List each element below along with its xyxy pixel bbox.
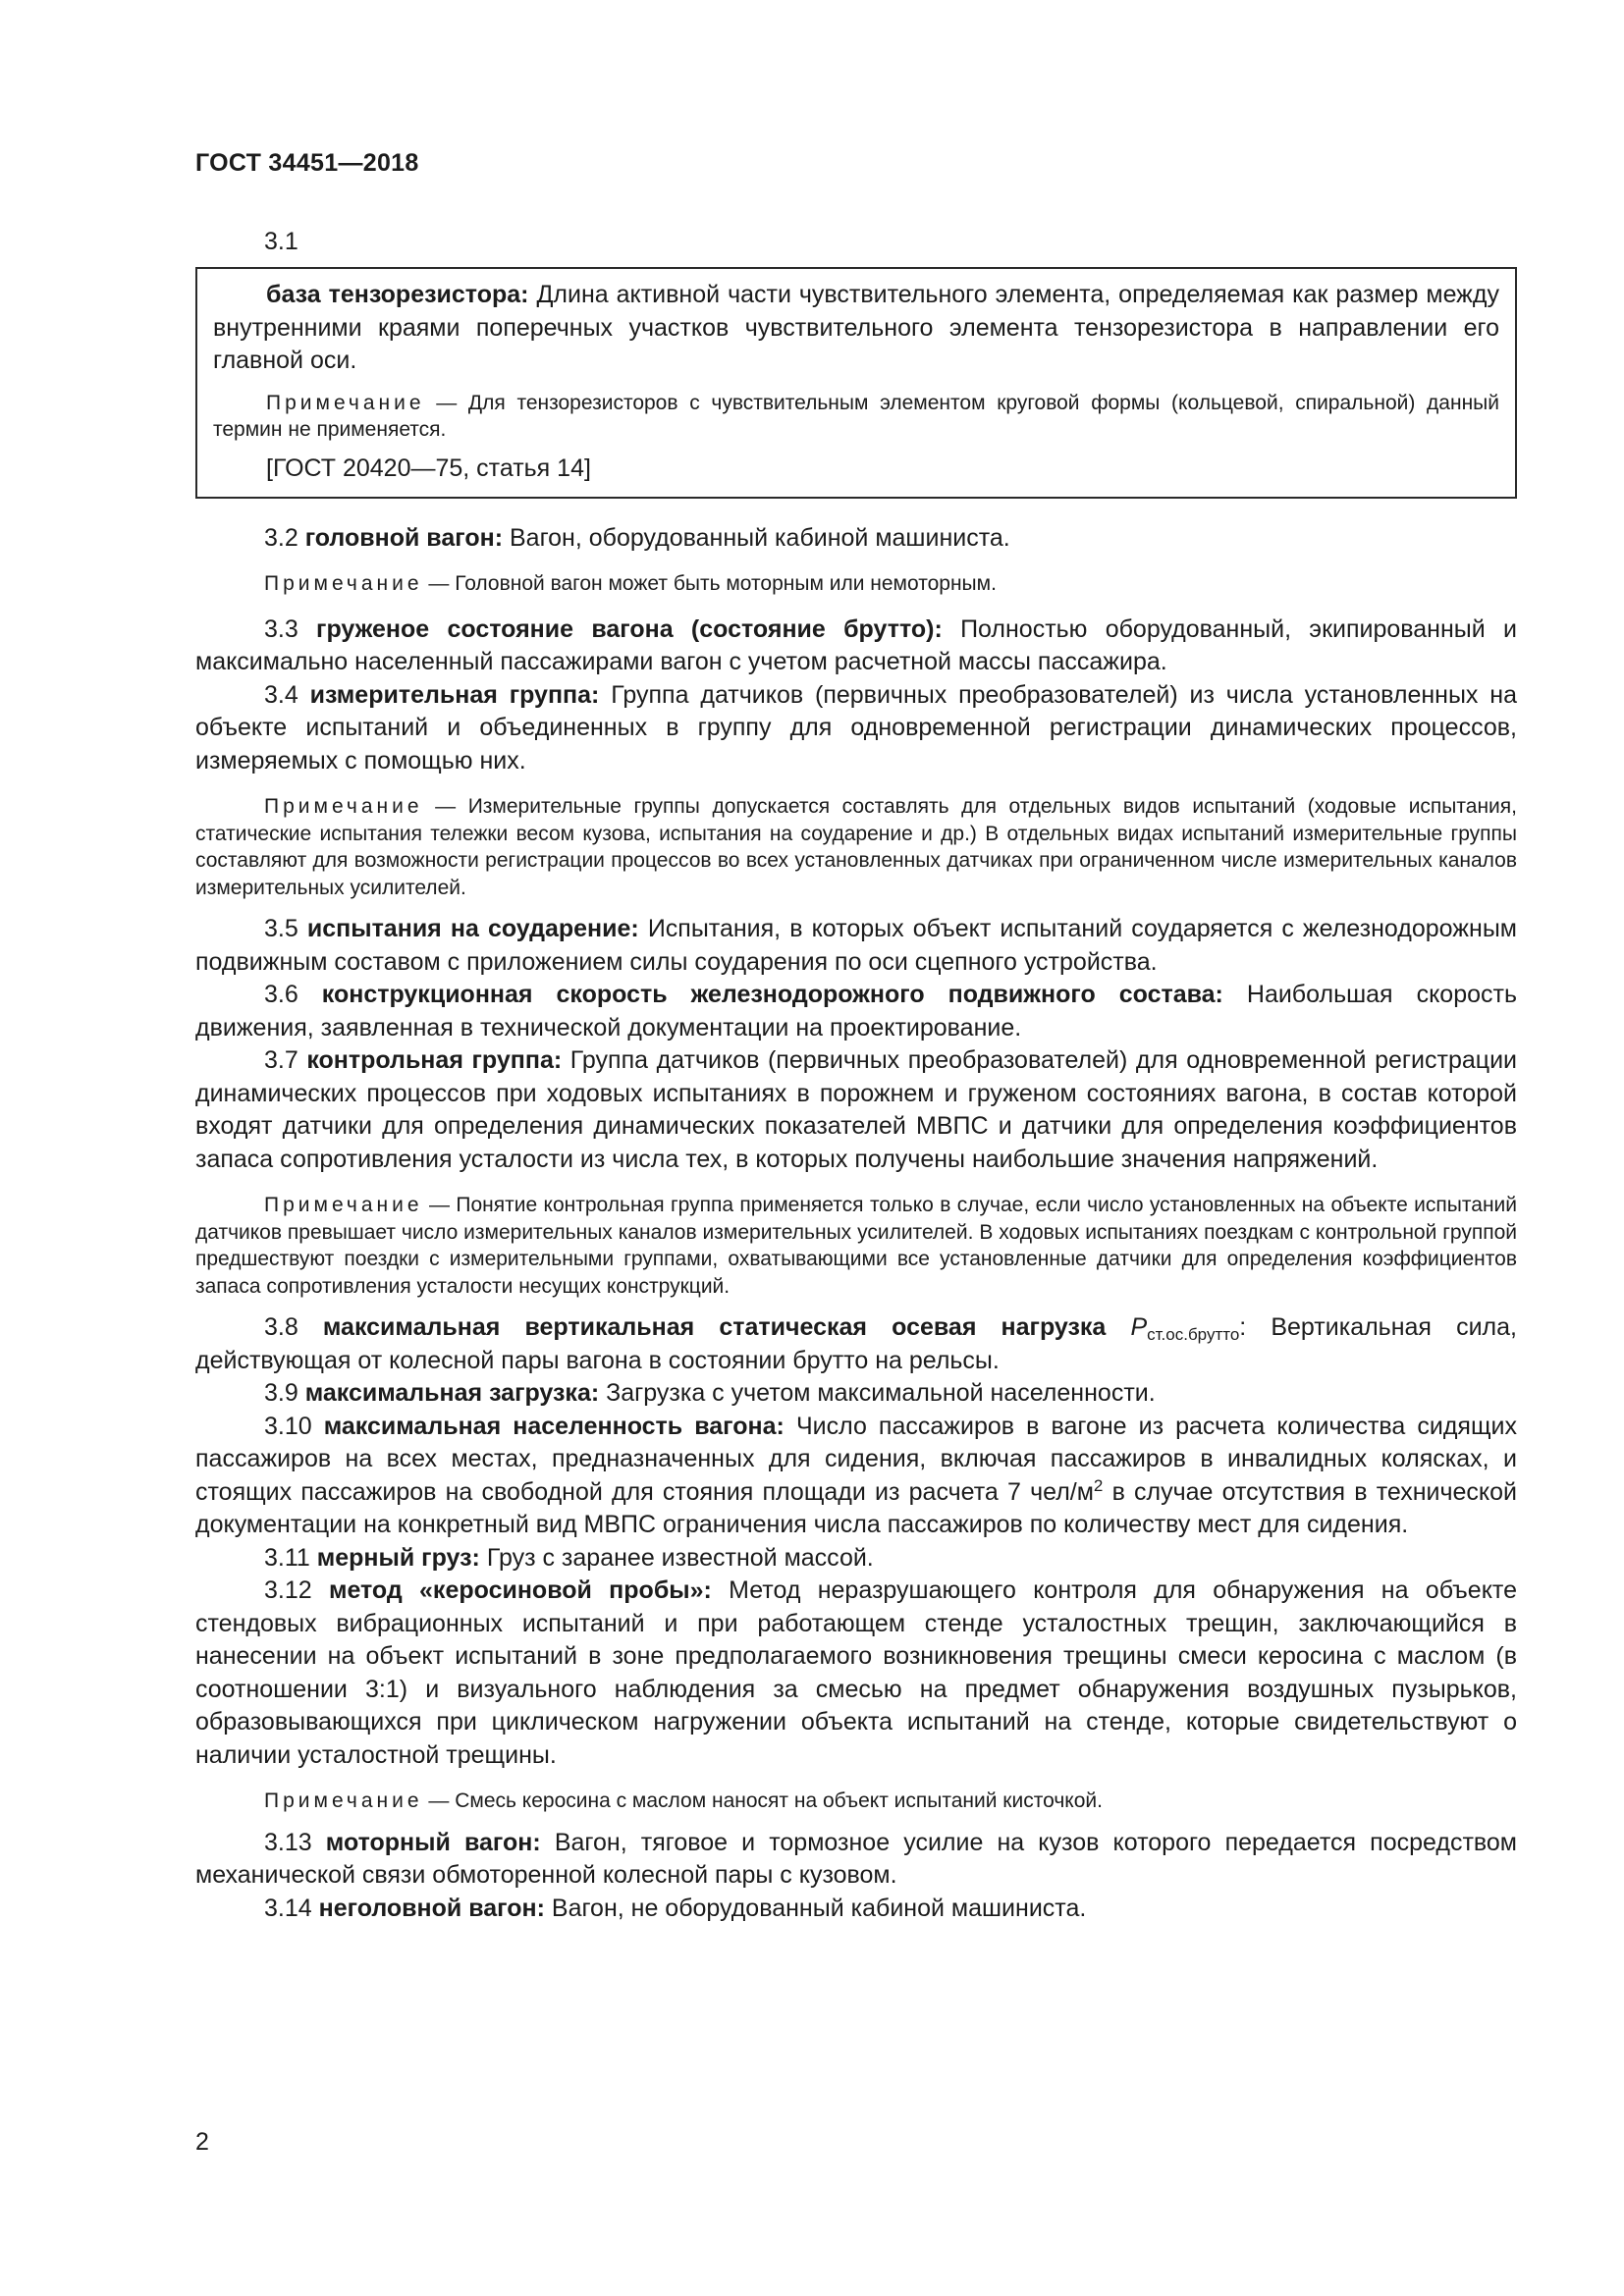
note-3-12 xyxy=(195,1788,1517,1815)
term-title: контрольная группа: xyxy=(306,1046,563,1074)
term-number: 3.8 xyxy=(264,1313,323,1341)
term-number: 3.9 xyxy=(264,1379,305,1407)
term-3-9 xyxy=(195,1377,1517,1411)
note-label: Примечание xyxy=(264,795,423,818)
note-text: — Головной вагон может быть моторным или немоторным. xyxy=(422,572,997,595)
term-number: 3.12 xyxy=(264,1576,329,1604)
unit-superscript: 2 xyxy=(1093,1475,1104,1495)
document-header: ГОСТ 34451—2018 xyxy=(195,149,419,177)
term-number: 3.11 xyxy=(264,1543,317,1572)
note-text: — Измерительные группы допускается составлять для отдельных видов испытаний (ходовые испытания, статические испытания тележки весом кузова, испытания на соударение и др.) В отдельных видах испытаний измерительные группы составляют для возможности регистрации процессов во всех установленных датчиках при ограниченном числе измерительных каналов измерительных усилителей. xyxy=(195,795,1517,899)
term-definition: Груз с заранее известной массой. xyxy=(479,1543,874,1572)
note-text: — Для тензорезисторов с чувствительным элементом круговой формы (кольцевой, спиральной) данный термин не применяется. xyxy=(213,391,1499,441)
term-3-2 xyxy=(195,522,1517,556)
term-definition: Метод неразрушающего контроля для обнаружения на объекте стендовых вибрационных испытаний и при работающем стенде усталостных трещин, заключающийся в нанесении на объект испытаний в зоне предполагаемого возникновения трещины смеси керосина с маслом (в соотношении 3:1) и визуального наблюдения за смесью на предмет обнаружения воздушных пузырьков, образовывающихся при циклическом нагружении объекта испытаний на стенде, которые свидетельствуют о наличии усталостной трещины. xyxy=(195,1576,1518,1769)
term-definition: Полностью оборудованный, экипированный и максимально населенный пассажирами вагон с учетом расчетной массы пассажира. xyxy=(195,614,1517,675)
term-title: метод «керосиновой пробы»: xyxy=(328,1576,712,1604)
note-label: Примечание xyxy=(264,1194,423,1216)
term-3-3 xyxy=(195,614,1517,679)
term-title: максимальная вертикальная статическая осевая нагрузка xyxy=(322,1313,1131,1341)
term-number: 3.5 xyxy=(264,915,307,942)
note-3-7 xyxy=(195,1192,1517,1300)
terms-section xyxy=(195,224,1517,1925)
note-label: Примечание xyxy=(266,391,425,414)
term-3-13 xyxy=(195,1827,1517,1893)
term-definition: Вагон, оборудованный кабиной машиниста. xyxy=(503,523,1010,552)
term-number: 3.3 xyxy=(264,614,317,643)
term-title: груженое состояние вагона (состояние брутто): xyxy=(316,614,943,643)
term-title: максимальная населенность вагона: xyxy=(323,1412,785,1440)
term-definition: Длина активной части чувствительного элемента, определяемая как размер между внутренними краями поперечных участков чувствительного элемента тензорезистора в направлении его главной оси. xyxy=(213,281,1499,374)
term-title: моторный вагон: xyxy=(325,1828,541,1856)
term-number: 3.10 xyxy=(264,1412,324,1440)
term-number: 3.2 xyxy=(264,523,305,552)
term-number: 3.4 xyxy=(264,680,310,709)
term-definition: : Вертикальная сила, действующая от колесной пары вагона в состоянии брутто на рельсы. xyxy=(195,1313,1517,1374)
term-definition: Вагон, тяговое и тормозное усилие на кузов которого передается посредством механической связи обмоторенной колесной пары с кузовом. xyxy=(195,1828,1517,1889)
term-number: 3.7 xyxy=(264,1046,307,1074)
note-3-2 xyxy=(195,570,1517,598)
source-reference: [ГОСТ 20420—75, статья 14] xyxy=(266,454,591,482)
term-number: 3.13 xyxy=(264,1828,326,1856)
term-definition: Загрузка с учетом максимальной населенности. xyxy=(599,1379,1156,1407)
note-label: Примечание xyxy=(264,572,423,595)
term-3-8 xyxy=(195,1311,1517,1377)
term-title: максимальная загрузка: xyxy=(304,1379,600,1407)
term-number: 3.6 xyxy=(264,981,322,1008)
term-3-1 xyxy=(213,279,1499,378)
term-title: база тензорезистора: xyxy=(266,281,529,308)
note-text: — Смесь керосина с маслом наносят на объект испытаний кисточкой. xyxy=(422,1789,1103,1812)
term-3-7 xyxy=(195,1044,1517,1176)
term-definition: Группа датчиков (первичных преобразователей) для одновременной регистрации динамических процессов при ходовых испытаниях в порожнем и груженом состояниях вагона, в состав которой входят датчики для определения динамических показателей МВПС и датчики для определения коэффициентов запаса сопротивления усталости из числа тех, в которых получены наибольшие значения напряжений. xyxy=(195,1046,1518,1173)
term-3-5 xyxy=(195,913,1517,979)
note-3-4 xyxy=(195,793,1517,901)
term-definition: Вагон, не оборудованный кабиной машиниста. xyxy=(544,1894,1087,1922)
term-definition-part-1: Число пассажиров в вагоне из расчета количества сидящих пассажиров на всех местах, предназначенных для сидения, включая пассажиров в инвалидных колясках, и стоящих пассажиров на свободной для стояния площади из расчета 7 чел/м xyxy=(195,1412,1518,1506)
term-3-10 xyxy=(195,1411,1517,1542)
note-text: — Понятие контрольная группа применяется только в случае, если число установленных на объекте испытаний датчиков превышает число измерительных каналов измерительных усилителей. В ходовых испытаниях поездкам с контрольной группой предшествуют поездки с измерительными группами, охватывающими все установленные датчики для определения коэффициентов запаса сопротивления усталости несущих конструкций. xyxy=(195,1194,1517,1298)
term-symbol: P xyxy=(1130,1313,1148,1341)
term-definition: Группа датчиков (первичных преобразователей) из числа установленных на объекте испытаний и объединенных в группу для одновременной регистрации динамических процессов, измеряемых с помощью них. xyxy=(195,680,1518,774)
term-title: неголовной вагон: xyxy=(318,1894,545,1922)
term-number-3-1: 3.1 xyxy=(264,228,298,255)
term-title: конструкционная скорость железнодорожного подвижного состава: xyxy=(321,981,1223,1008)
term-3-12 xyxy=(195,1575,1517,1772)
term-symbol-subscript: ст.ос.брутто xyxy=(1147,1325,1240,1344)
term-title: испытания на соударение: xyxy=(306,915,639,942)
term-3-4 xyxy=(195,679,1517,778)
term-definition-part-2: в случае отсутствия в технической документации на конкретный вид МВПС ограничения числа пассажиров по количеству мест для сидения. xyxy=(195,1477,1518,1538)
term-definition: Наибольшая скорость движения, заявленная в технической документации на проектирование. xyxy=(195,981,1517,1041)
note-label: Примечание xyxy=(264,1789,423,1812)
term-title: мерный груз: xyxy=(316,1543,480,1572)
term-3-11 xyxy=(195,1542,1517,1575)
term-3-6 xyxy=(195,979,1517,1044)
note-3-1 xyxy=(213,390,1499,444)
page-number: 2 xyxy=(195,2128,209,2156)
term-title: головной вагон: xyxy=(304,523,504,552)
term-3-14 xyxy=(195,1893,1517,1926)
term-number: 3.14 xyxy=(264,1894,319,1922)
term-title: измерительная группа: xyxy=(309,680,600,709)
term-definition: Испытания, в которых объект испытаний соударяется с железнодорожным подвижным составом с приложением силы соударения по оси сцепного устройства. xyxy=(195,915,1517,976)
reference-term-box xyxy=(195,267,1517,499)
